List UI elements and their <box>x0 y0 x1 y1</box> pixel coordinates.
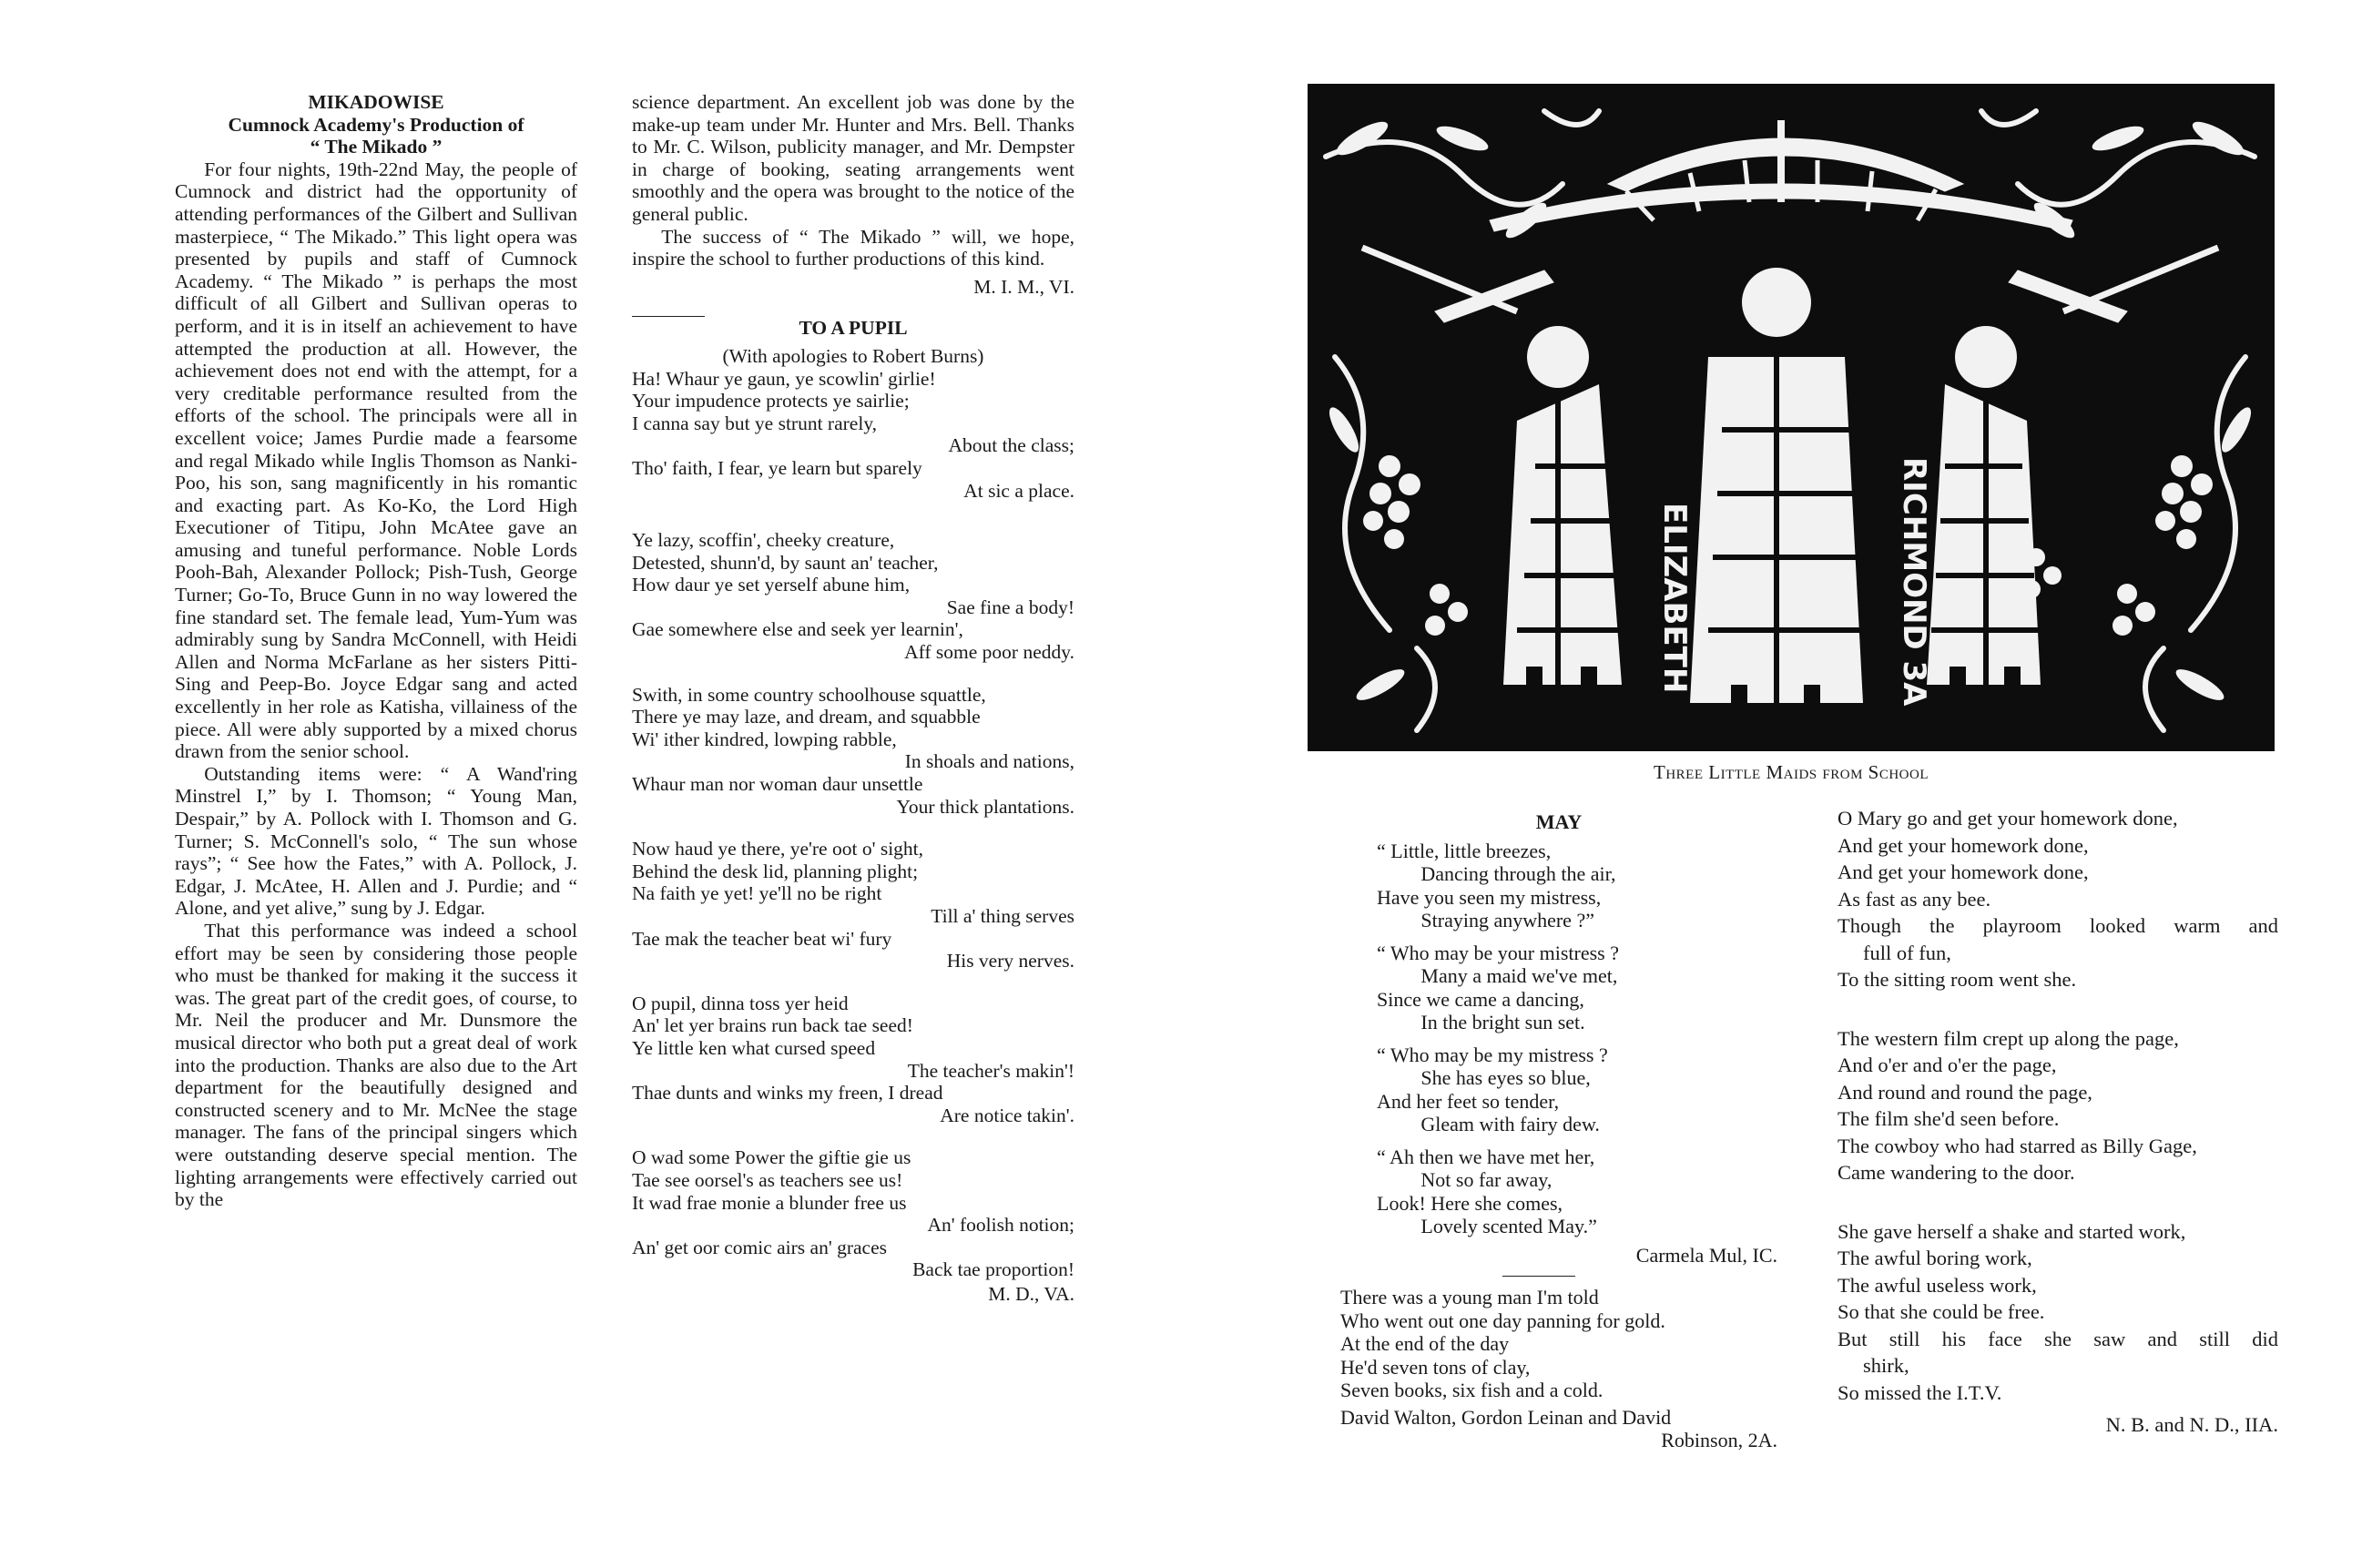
verse-line: She gave herself a shake and started work, <box>1838 1219 2186 1243</box>
stanza-gap <box>632 1126 1074 1146</box>
verse-line: Tho' faith, I fear, ye learn but sparely <box>632 456 922 479</box>
poem-stanza <box>1340 1044 1777 1136</box>
poem-stanza <box>632 684 1074 819</box>
limerick-signature: David Walton, Gordon Leinan and David <box>1340 1405 1672 1429</box>
verse-line: The teacher's makin'! <box>907 1059 1074 1082</box>
verse-line: His very nerves. <box>946 950 1074 972</box>
poem-stanza <box>632 838 1074 972</box>
verse-line: Swith, in some country schoolhouse squattle, <box>632 683 986 706</box>
verse-line: About the class; <box>948 434 1074 457</box>
verse-line: The cowboy who had starred as Billy Gage, <box>1838 1134 2197 1157</box>
verse-line: Behind the desk lid, planning plight; <box>632 860 919 882</box>
verse-line: Straying anywhere ?” <box>1420 909 1594 932</box>
stanza-gap <box>632 502 1074 529</box>
verse-line: Till a' thing serves <box>931 905 1074 927</box>
verse-line: Thae dunts and winks my freen, I dread <box>632 1082 943 1105</box>
verse-line: At sic a place. <box>963 479 1074 502</box>
article-paragraph: science department. An excellent job was done by the make-up team under Mr. Hunter and Mrs. Bell. Thanks to Mr. C. Wilson, publicity manager, and Mr. Dempster in charge of booking, seating arrangements went smoothly and the opera was brought to the notice of the general public. <box>632 91 1074 225</box>
verse-line: There was a young man I'm told <box>1340 1286 1599 1308</box>
divider <box>1502 1276 1575 1277</box>
article-paragraph: That this performance was indeed a school effort may be seen by considering those people who must be thanked for making it the success it was. The great part of the credit goes, of course, to Mr. Neil the producer and Mr. Dunsmore the musical director who both put a great deal of work into the production. Thanks are also due to the Art department for the beautifully designed and constructed scenery and to Mr. McNee the stage manager. The fans of the principal singers which were outstanding deserve special mention. The lighting arrangements were effectively carried out by the <box>175 919 577 1211</box>
stanza-gap <box>632 972 1074 993</box>
limerick-signature-line2: Robinson, 2A. <box>1661 1429 1777 1451</box>
verse-line: I canna say but ye strunt rarely, <box>632 412 878 434</box>
article-subtitle-play: “ The Mikado ” <box>310 136 443 158</box>
verse-line: The film she'd seen before. <box>1838 1107 2060 1130</box>
verse-line: It wad frae monie a blunder free us <box>632 1191 907 1214</box>
verse-line: Back tae proportion! <box>912 1258 1074 1281</box>
verse-line: Wi' ither kindred, lowping rabble, <box>632 728 897 750</box>
verse-line: So that she could be free. <box>1838 1300 2045 1323</box>
verse-line: Many a maid we've met, <box>1420 964 1618 987</box>
verse-line: full of fun, <box>1863 941 1951 964</box>
poem-stanza <box>1838 805 2278 993</box>
verse-line: Aff some poor neddy. <box>904 641 1074 664</box>
poem-stanza <box>1340 1145 1777 1238</box>
verse-line: How daur ye set yerself abune him, <box>632 574 911 596</box>
verse-line: shirk, <box>1863 1354 1909 1377</box>
verse-line: Na faith ye yet! ye'll no be right <box>632 882 882 905</box>
verse-line: She has eyes so blue, <box>1420 1066 1591 1089</box>
verse-line: An' let yer brains run back tae seed! <box>632 1014 913 1037</box>
verse-line: An' get oor comic airs an' graces <box>632 1236 887 1258</box>
verse-line: As fast as any bee. <box>1838 887 1991 911</box>
article-paragraph: Outstanding items were: “ A Wand'ring Minstrel I,” by I. Thomson; “ Young Man, Despair,” by A. Pollock with I. Thomson and G. Turner; S. McConnell's solo, “ The sun whose rays”; “ See how the Fates,” with A. Pollock, J. Edgar, J. McAtee, H. Allen and J. Purdie; and “ Alone, and yet alive,” sung by J. Edgar. <box>175 762 577 920</box>
may-column <box>1340 810 1777 1452</box>
verse-line: And get your homework done, <box>1838 833 2089 857</box>
verse-line: To the sitting room went she. <box>1838 968 2077 991</box>
verse-line: So missed the I.T.V. <box>1838 1380 2002 1404</box>
verse-line: “ Who may be my mistress ? <box>1377 1043 1608 1066</box>
poem-signature: N. B. and N. D., IIA. <box>2105 1413 2278 1436</box>
poem-stanza <box>632 368 1074 503</box>
verse-line: Since we came a dancing, <box>1377 987 1584 1011</box>
verse-line: Ye lazy, scoffin', cheeky creature, <box>632 529 895 552</box>
verse-line: The western film crept up along the page, <box>1838 1026 2179 1050</box>
verse-line: There ye may laze, and dream, and squabble <box>632 706 981 728</box>
poem-stanza <box>1340 942 1777 1034</box>
poem-signature: M. D., VA. <box>988 1282 1074 1305</box>
verse-line: The awful boring work, <box>1838 1247 2032 1269</box>
verse-line: Look! Here she comes, <box>1377 1191 1563 1215</box>
verse-line: Sae fine a body! <box>946 596 1074 618</box>
verse-line: Who went out one day panning for gold. <box>1340 1308 1665 1332</box>
poem-title: MAY <box>1535 810 1583 833</box>
verse-line: Not so far away, <box>1420 1168 1553 1191</box>
verse-line: And her feet so tender, <box>1377 1089 1560 1113</box>
verse-line: But still his face she saw and still did <box>1838 1327 2278 1350</box>
article-subtitle: Cumnock Academy's Production of <box>228 113 524 136</box>
verse-line: “ Ah then we have met her, <box>1377 1145 1595 1168</box>
verse-line: Your thick plantations. <box>896 795 1074 818</box>
poem-stanza <box>1838 1025 2278 1186</box>
verse-line: Though the playroom looked warm and <box>1838 914 2278 937</box>
verse-line: Gae somewhere else and seek yer learnin', <box>632 618 963 641</box>
article-paragraph: The success of “ The Mikado ” will, we hope, inspire the school to further productions of this kind. <box>632 225 1074 270</box>
verse-line: O Mary go and get your homework done, <box>1838 807 2178 830</box>
poem-subtitle: (With apologies to Robert Burns) <box>722 344 984 367</box>
poem-title: TO A PUPIL <box>799 317 908 340</box>
verse-line: O wad some Power the giftie gie us <box>632 1146 911 1169</box>
verse-line: Ye little ken what cursed speed <box>632 1036 876 1059</box>
verse-line: And round and round the page, <box>1838 1080 2092 1104</box>
mikadowise-column <box>175 91 577 1211</box>
article-title: MIKADOWISE <box>308 91 444 113</box>
verse-line: In the bright sun set. <box>1420 1011 1585 1033</box>
article-paragraph: For four nights, 19th-22nd May, the people of Cumnock and district had the opportunity of attending performances of the Gilbert and Sullivan masterpiece, “ The Mikado.” This light opera was presented by pupils and staff of Cumnock Academy. “ The Mikado ” is perhaps the most difficult of all Gilbert and Sullivan operas to perform, and it is in itself an achievement to have attempted the production at all. However, the achievement does not end with the attempt, for a very creditable performance resulted from the efforts of the school. The principals were all in excellent voice; James Purdie made a fearsome and regal Mikado while Inglis Thomson as Nanki-Poo, his son, sang magnificently in his romantic and exacting part. As Ko-Ko, the Lord High Executioner of Titipu, John McAtee gave an amusing and tuneful performance. Noble Lords Pooh-Bah, Alexander Pollock; Pish-Tush, George Turner; Go-To, Bruce Gunn in no way lowered the fine standard set. The female lead, Yum-Yum was admirably sung by Sandra McConnell, with Heidi Allen and Norma McFarlane as her sisters Pitti-Sing and Peep-Bo. Joyce Edgar sang and acted excellently in her role as Katisha, villainess of the piece. All were ably supported by a mixed chorus drawn from the senior school. <box>175 158 577 763</box>
verse-line: “ Who may be your mistress ? <box>1377 941 1619 964</box>
verse-line: Tae see oorsel's as teachers see us! <box>632 1168 903 1191</box>
article-signature: M. I. M., VI. <box>973 275 1074 298</box>
three-maids-linocut-image <box>1308 84 2275 751</box>
verse-line: Came wandering to the door. <box>1838 1161 2075 1184</box>
poem-stanza <box>1340 840 1777 932</box>
verse-line: Detested, shunn'd, by saunt an' teacher, <box>632 551 939 574</box>
stanza-gap <box>1838 1186 2278 1218</box>
stanza-gap <box>1838 993 2278 1025</box>
verse-line: Ha! Whaur ye gaun, ye scowlin' girlie! <box>632 367 936 390</box>
homework-poem-column <box>1838 805 2278 1439</box>
poem-stanza <box>1838 1218 2278 1407</box>
verse-line: At the end of the day <box>1340 1332 1510 1355</box>
verse-line: Have you seen my mistress, <box>1377 885 1602 909</box>
verse-line: An' foolish notion; <box>927 1214 1074 1237</box>
verse-line: In shoals and nations, <box>904 750 1074 773</box>
verse-line: O pupil, dinna toss yer heid <box>632 992 849 1014</box>
verse-line: Your impudence protects ye sairlie; <box>632 390 910 412</box>
verse-line: Seven books, six fish and a cold. <box>1340 1379 1604 1401</box>
limerick <box>1340 1286 1777 1402</box>
verse-line: The awful useless work, <box>1838 1273 2037 1297</box>
verse-line: Now haud ye there, ye're oot o' sight, <box>632 838 924 860</box>
verse-line: Dancing through the air, <box>1420 862 1616 885</box>
poem-stanza <box>632 1146 1074 1281</box>
verse-line: Lovely scented May.” <box>1420 1215 1597 1237</box>
verse-line: Gleam with fairy dew. <box>1420 1113 1600 1135</box>
woodcut-illustration <box>1308 84 2275 751</box>
verse-line: And o'er and o'er the page, <box>1838 1054 2057 1076</box>
artist-signature-right: RICHMOND 3A <box>1896 457 1932 707</box>
verse-line: He'd seven tons of clay, <box>1340 1355 1531 1379</box>
middle-column <box>632 91 1074 1306</box>
illustration-caption: Three Little Maids from School <box>1654 761 1929 783</box>
stanza-gap <box>632 664 1074 684</box>
poem-signature: Carmela Mul, IC. <box>1635 1243 1777 1267</box>
verse-line: Whaur man nor woman daur unsettle <box>632 773 923 796</box>
verse-line: Are notice takin'. <box>940 1104 1074 1126</box>
artist-signature-left: ELIZABETH <box>1656 503 1693 694</box>
stanza-gap <box>632 818 1074 838</box>
verse-line: Tae mak the teacher beat wi' fury <box>632 927 892 950</box>
verse-line: And get your homework done, <box>1838 860 2089 883</box>
verse-line: “ Little, little breezes, <box>1377 839 1552 862</box>
poem-stanza <box>632 529 1074 664</box>
poem-stanza <box>632 993 1074 1127</box>
